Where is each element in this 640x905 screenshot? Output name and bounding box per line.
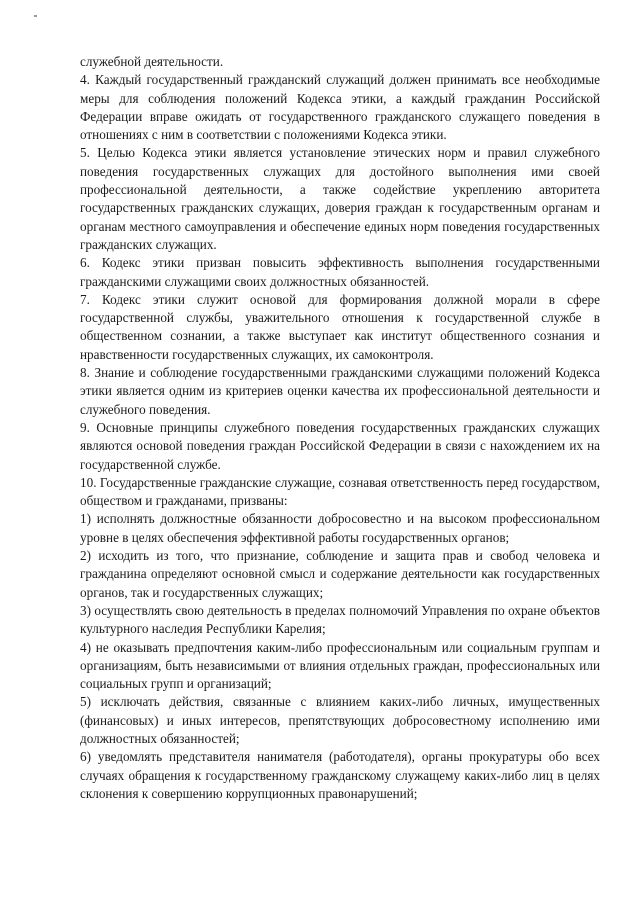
paragraph-5: 5. Целью Кодекса этики является установление этических норм и правил служебного поведения государственных служащих для достойного выполнения ими своей профессиональной деятельности, а также содействие укреплению авторитета государственных гражданских служащих, доверия граждан к государственным органам и органам местного самоуправления и обеспечение единых норм поведения государственных гражданских служащих. [80,145,600,252]
list-item-1: 1) исполнять должностные обязанности добросовестно и на высоком профессиональном уровне в целях обеспечения эффективной работы государственных органов; [80,511,600,545]
paragraph-6: 6. Кодекс этики призван повысить эффективность выполнения государственными гражданскими служащими своих должностных обязанностей. [80,255,600,289]
scan-artifact [34,15,37,17]
paragraph-10: 10. Государственные гражданские служащие, сознавая ответственность перед государством, обществом и гражданами, призваны: [80,474,600,509]
paragraph-continuation: служебной деятельности. [80,54,224,69]
list-item-3: 3) осуществлять свою деятельность в пределах полномочий Управления по охране объектов культурного наследия Республики Карелия; [80,602,600,637]
paragraph-7: 7. Кодекс этики служит основой для формирования должной морали в сфере государственной службы, уважительного отношения к государственной службе в общественном сознании, а также выступает как институт общественного сознания и нравственности государственных служащих, их самоконтроля. [80,291,600,362]
document-page [80,53,600,803]
list-item-5: 5) исключать действия, связанные с влиянием каких-либо личных, имущественных (финансовых) и иных интересов, препятствующих добросовестному исполнению ими должностных обязанностей; [80,694,600,746]
list-item-2: 2) исходить из того, что признание, соблюдение и защита прав и свобод человека и гражданина определяют основной смысл и содержание деятельности как государственных органов, так и государственных служащих; [80,548,600,600]
paragraph-8: 8. Знание и соблюдение государственными гражданскими служащими положений Кодекса этики является одним из критериев оценки качества их профессиональной деятельности и служебного поведения. [80,365,600,417]
paragraph-9: 9. Основные принципы служебного поведения государственных гражданских служащих являются основой поведения граждан Российской Федерации в связи с нахождением их на государственной службе. [80,419,600,472]
list-item-4: 4) не оказывать предпочтения каким-либо профессиональным или социальным группам и организациям, быть независимыми от влияния отдельных граждан, профессиональных или социальных групп и организаций; [80,639,600,692]
paragraph-4: 4. Каждый государственный гражданский служащий должен принимать все необходимые меры для соблюдения положений Кодекса этики, а каждый гражданин Российской Федерации вправе ожидать от государственного гражданского служащего поведения в отношениях с ним в соответствии с положениями Кодекса этики. [80,72,600,143]
list-item-6: 6) уведомлять представителя нанимателя (работодателя), органы прокуратуры обо всех случаях обращения к государственному гражданскому служащему каких-либо лиц в целях склонения к совершению коррупционных правонарушений; [80,749,600,801]
